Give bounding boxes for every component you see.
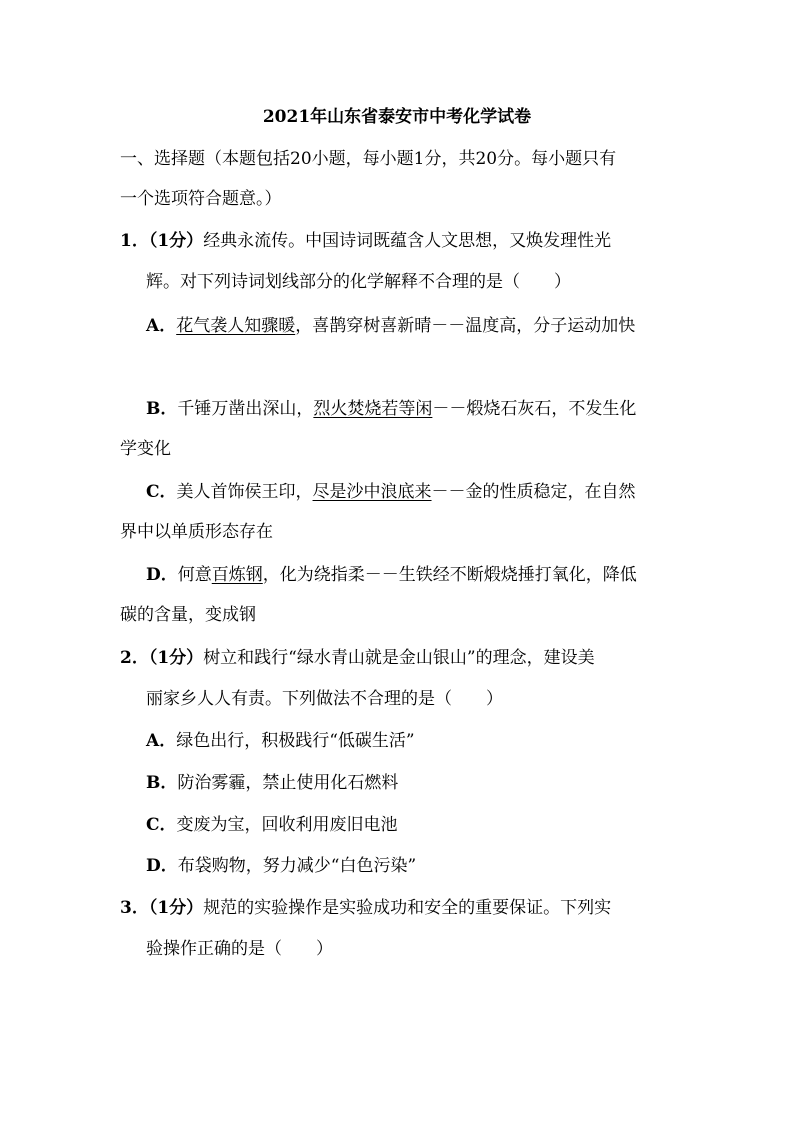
option-label: D． <box>146 565 178 585</box>
q2-option-b <box>146 772 398 794</box>
question-text: 规范的实验操作是实验成功和安全的重要保证。下列实 <box>203 898 612 918</box>
section-heading-line2: 一个选项符合题意。） <box>120 189 282 209</box>
question-number: 2． <box>120 648 149 668</box>
q1-option-b <box>146 398 636 420</box>
question-number: 3． <box>120 898 149 918</box>
option-label: A． <box>146 731 177 751</box>
exam-title: 2021年山东省泰安市中考化学试卷 <box>262 107 532 127</box>
underlined-phrase: 烈火焚烧若等闲 <box>313 399 433 419</box>
option-label: B． <box>146 399 178 419</box>
option-text: ，化为绕指柔－－生铁经不断煅烧捶打氧化，降低 <box>262 565 637 585</box>
question-1-stem <box>120 230 611 252</box>
option-text: 绿色出行，积极践行“低碳生活” <box>176 731 415 751</box>
q1-option-c <box>146 481 636 503</box>
q1-option-b-line2: 学变化 <box>120 439 171 459</box>
question-text: 经典永流传。中国诗词既蕴含人文思想，又焕发理性光 <box>203 231 612 251</box>
question-score: （1分） <box>148 231 204 251</box>
option-label: A． <box>146 316 177 336</box>
option-label: C． <box>146 482 177 502</box>
option-text: －－金的性质稳定，在自然 <box>431 482 636 502</box>
question-3-stem <box>120 897 611 919</box>
question-2-stem-line2: 丽家乡人人有责。下列做法不合理的是（ ） <box>146 689 503 709</box>
q2-option-d <box>146 855 416 877</box>
option-text: －－煅烧石灰石，不发生化 <box>432 399 637 419</box>
question-score: （1分） <box>148 898 204 918</box>
question-number: 1． <box>120 231 149 251</box>
question-text: 树立和践行“绿水青山就是金山银山”的理念，建设美 <box>203 648 595 668</box>
option-text: ，喜鹊穿树喜新晴－－温度高，分子运动加快 <box>295 316 636 336</box>
q1-option-d <box>146 564 637 586</box>
question-score: （1分） <box>148 648 204 668</box>
underlined-phrase: 尽是沙中浪底来 <box>312 482 432 502</box>
section-heading-line1: 一、选择题（本题包括20小题，每小题1分，共20分。每小题只有 <box>120 149 617 169</box>
option-label: D． <box>146 856 178 876</box>
option-text: 变废为宝，回收利用废旧电池 <box>176 815 398 835</box>
option-text-pre: 何意 <box>177 565 212 585</box>
option-label: C． <box>146 815 177 835</box>
underlined-phrase: 花气袭人知骤暖 <box>176 316 296 336</box>
question-1-stem-line2: 辉。对下列诗词划线部分的化学解释不合理的是（ ） <box>146 272 571 292</box>
q1-option-d-line2: 碳的含量，变成钢 <box>120 605 256 625</box>
option-text-pre: 千锤万凿出深山， <box>177 399 314 419</box>
option-text: 布袋购物，努力减少“白色污染” <box>177 856 417 876</box>
q2-option-a <box>146 730 415 752</box>
q2-option-c <box>146 814 398 836</box>
option-text-pre: 美人首饰侯王印， <box>176 482 313 502</box>
underlined-phrase: 百炼钢 <box>211 565 263 585</box>
q1-option-c-line2: 界中以单质形态存在 <box>120 522 273 542</box>
option-text: 防治雾霾，禁止使用化石燃料 <box>177 773 399 793</box>
question-2-stem <box>120 647 595 669</box>
q1-option-a <box>146 315 635 337</box>
option-label: B． <box>146 773 178 793</box>
question-3-stem-line2: 验操作正确的是（ ） <box>146 939 333 959</box>
